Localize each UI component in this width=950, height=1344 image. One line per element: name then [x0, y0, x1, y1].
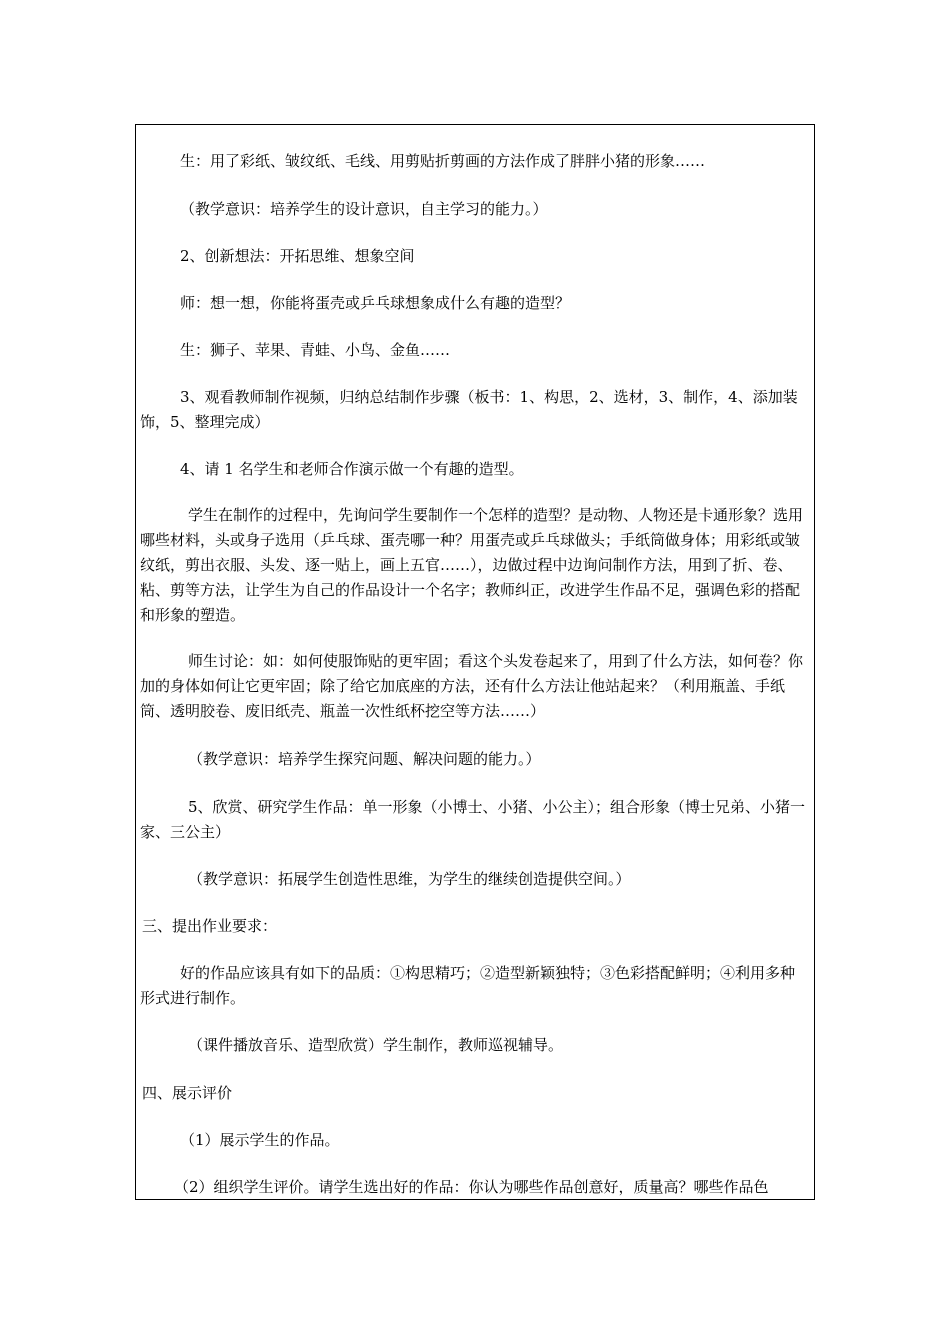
heading-section-4: 四、展示评价: [142, 1084, 233, 1102]
paragraph-student-reply: 生：狮子、苹果、青蛙、小鸟、金鱼……: [180, 341, 451, 359]
paragraph-step-4: 4、请 1 名学生和老师合作演示做一个有趣的造型。: [180, 460, 524, 478]
heading-section-3: 三、提出作业要求：: [142, 917, 278, 935]
paragraph-teacher-question: 师：想一想，你能将蛋壳或乒乓球想象成什么有趣的造型？: [180, 294, 571, 312]
paragraph-step-5: 5、欣赏、研究学生作品：单一形象（小博士、小猪、小公主）；组合形象（博士兄弟、小猪一家、三公主）: [140, 798, 806, 841]
paragraph-evaluation: （2）组织学生评价。请学生选出好的作品：你认为哪些作品创意好，质量高？哪些作品色: [174, 1178, 769, 1196]
paragraph-discussion: 师生讨论：如：如何使服饰贴的更牢固；看这个头发卷起来了，用到了什么方法，如何卷？你加的身体如何让它更牢固；除了给它加底座的方法，还有什么方法让他站起来？（利用瓶盖、手纸筒、透明胶卷、废旧纸壳、瓶盖一次性纸杯挖空等方法……）: [140, 652, 804, 720]
paragraph-teaching-note-3: （教学意识：拓展学生创造性思维，为学生的继续创造提供空间。）: [188, 870, 631, 888]
paragraph-student-answer: 生：用了彩纸、皱纹纸、毛线、用剪贴折剪画的方法作成了胖胖小猪的形象……: [180, 152, 706, 170]
paragraph-teaching-note-1: （教学意识：培养学生的设计意识，自主学习的能力。）: [180, 200, 548, 218]
lesson-table-cell: [135, 124, 815, 1200]
paragraph-quality: 好的作品应该具有如下的品质：①构思精巧；②造型新颖独特；③色彩搭配鲜明；④利用多种形式进行制作。: [140, 964, 796, 1007]
paragraph-show-works: （1）展示学生的作品。: [180, 1131, 340, 1149]
paragraph-step-3: 3、观看教师制作视频，归纳总结制作步骤（板书：1、构思，2、选材，3、制作，4、添加装饰，5、整理完成）: [140, 388, 798, 431]
paragraph-teaching-note-2: （教学意识：培养学生探究问题、解决问题的能力。）: [188, 750, 541, 768]
paragraph-step-2: 2、创新想法：开拓思维、想象空间: [180, 247, 415, 265]
paragraph-student-making: （课件播放音乐、造型欣赏）学生制作，教师巡视辅导。: [188, 1036, 564, 1054]
paragraph-making-process: 学生在制作的过程中，先询问学生要制作一个怎样的造型？是动物、人物还是卡通形象？选用哪些材料，头或身子选用（乒乓球、蛋壳哪一种？用蛋壳或乒乓球做头；手纸筒做身体；用彩纸或皱纹纸，剪出衣服、头发、逐一贴上，画上五官……），边做过程中边询问制作方法，用到了折、卷、粘、剪等方法，让学生为自己的作品设计一个名字；教师纠正，改进学生作品不足，强调色彩的搭配和形象的塑造。: [140, 506, 804, 624]
